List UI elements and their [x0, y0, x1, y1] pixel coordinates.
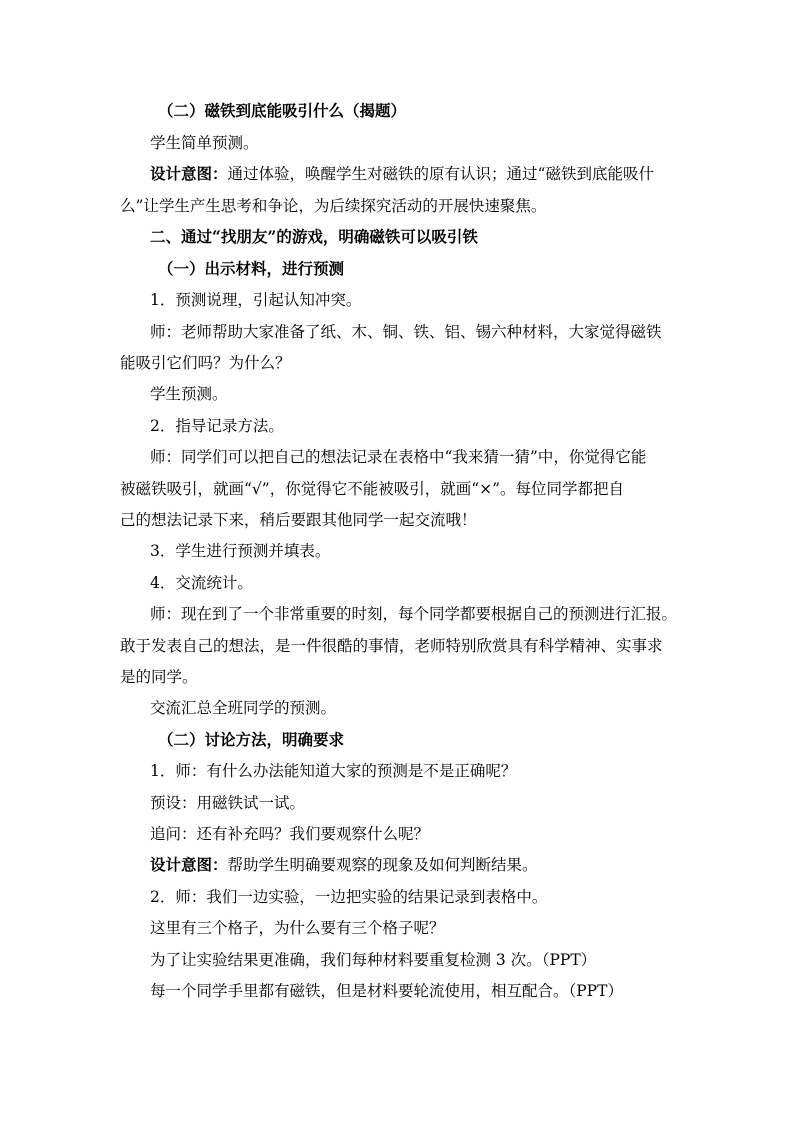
- paragraph-line: 学生简单预测。: [150, 134, 259, 152]
- design-intent-line: [150, 855, 538, 875]
- design-intent-label: 设计意图：: [150, 164, 228, 183]
- paragraph-line: 么”让学生产生思考和争论，为后续探究活动的开展快速聚焦。: [120, 197, 547, 215]
- paragraph-line: 师：同学们可以把自己的想法记录在表格中“我来猜一猜”中，你觉得它能: [150, 448, 647, 466]
- paragraph-line: 4．交流统计。: [150, 574, 253, 592]
- paragraph-line: 2．指导记录方法。: [150, 417, 284, 435]
- paragraph-line: 被磁铁吸引，就画“√”，你觉得它不能被吸引，就画“×”。每位同学都把自: [120, 480, 625, 498]
- design-intent-line: [150, 164, 654, 184]
- paragraph-line: 学生预测。: [150, 385, 228, 403]
- design-intent-text: 帮助学生明确要观察的现象及如何判断结果。: [227, 856, 538, 874]
- paragraph-line: 己的想法记录下来，稍后要跟其他同学一起交流哦！: [120, 511, 477, 529]
- paragraph-line: 1．预测说理，引起认知冲突。: [150, 291, 362, 309]
- section-heading: （二）磁铁到底能吸引什么（揭题）: [158, 101, 407, 120]
- paragraph-line: 师：老师帮助大家准备了纸、木、铜、铁、铝、锡六种材料，大家觉得磁铁: [150, 323, 662, 341]
- paragraph-line: 是的同学。: [120, 668, 198, 686]
- design-intent-label: 设计意图：: [150, 855, 228, 874]
- design-intent-text: 通过体验，唤醒学生对磁铁的原有认识；通过“磁铁到底能吸什: [227, 165, 654, 183]
- paragraph-line: 敢于发表自己的想法，是一件很酷的事情，老师特别欣赏具有科学精神、实事求: [120, 637, 663, 655]
- paragraph-line: 能吸引它们吗？为什么？: [120, 354, 291, 372]
- subsection-heading: （一）出示材料，进行预测: [158, 259, 345, 278]
- subsection-heading: （二）讨论方法，明确要求: [158, 730, 345, 749]
- paragraph-line: 3．学生进行预测并填表。: [150, 542, 331, 560]
- paragraph-line: 这里有三个格子，为什么要有三个格子呢？: [150, 919, 445, 937]
- section-heading: 二、通过“找朋友”的游戏，明确磁铁可以吸引铁: [150, 227, 478, 246]
- paragraph-line: 师：现在到了一个非常重要的时刻，每个同学都要根据自己的预测进行汇报。: [150, 605, 678, 623]
- paragraph-line: 1．师：有什么办法能知道大家的预测是不是正确呢？: [150, 762, 517, 780]
- paragraph-line: 追问：还有补充吗？我们要观察什么呢？: [150, 825, 430, 843]
- paragraph-line: 交流汇总全班同学的预测。: [150, 699, 337, 717]
- paragraph-line: 为了让实验结果更准确，我们每种材料要重复检测 3 次。（PPT）: [150, 951, 597, 969]
- paragraph-line: 预设：用磁铁试一试。: [150, 794, 306, 812]
- paragraph-line: 2．师：我们一边实验，一边把实验的结果记录到表格中。: [150, 888, 548, 906]
- paragraph-line: 每一个同学手里都有磁铁，但是材料要轮流使用，相互配合。（PPT）: [150, 982, 623, 1000]
